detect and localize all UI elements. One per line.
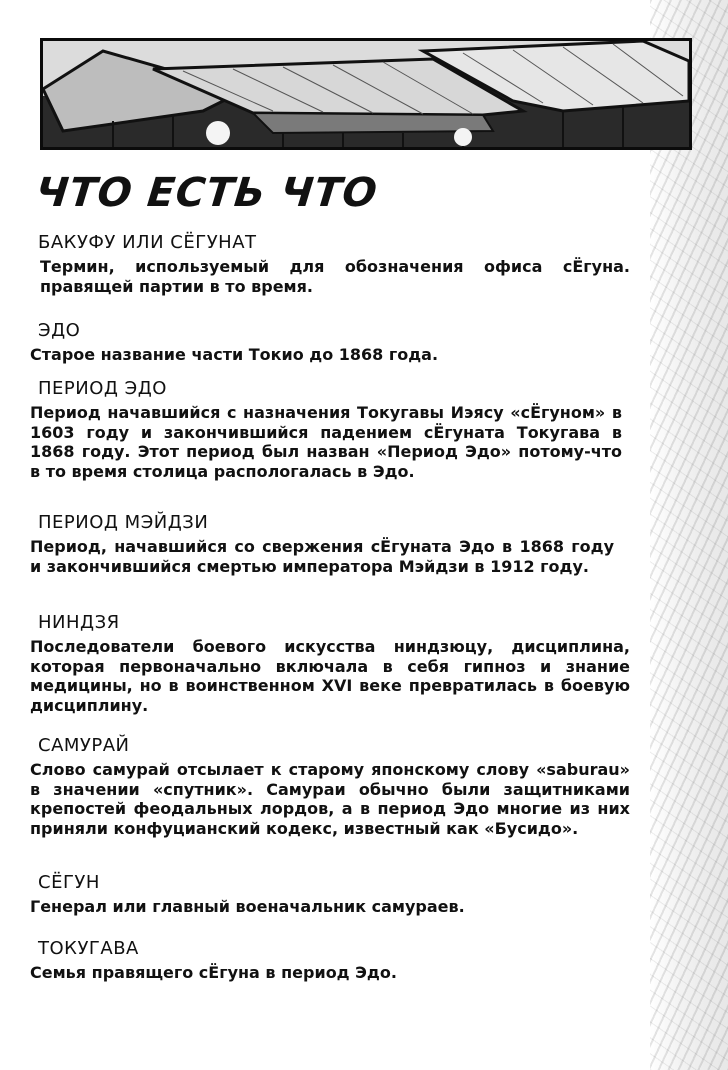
glossary-term: САМУРАЙ — [38, 735, 130, 756]
page-title: ЧТО ЕСТЬ ЧТО — [33, 170, 380, 216]
glossary-definition: Генерал или главный военачальник самураев. — [30, 897, 465, 916]
glossary-definition: Семья правящего сЁгуна в период Эдо. — [30, 963, 397, 982]
glossary-definition: Старое название части Токио до 1868 года. — [30, 345, 439, 364]
glossary-term: БАКУФУ ИЛИ СЁГУНАТ — [38, 232, 257, 253]
glossary-entry-tokugawa — [30, 938, 630, 983]
decorative-side-strip — [650, 0, 728, 1070]
glossary-entry-edo-period — [30, 378, 630, 481]
glossary-entry-samurai — [30, 735, 630, 838]
glossary-definition: Слово самурай отсылает к старому японскому слову «saburau» в значении «спутник». Самураи обычно были защитниками крепостей феодальных лордов, а в период Эдо многие из них приняли конфуцианский кодекс, известный как «Бусидо». — [30, 760, 630, 838]
glossary-definition: Период, начавшийся со свержения сЁгуната Эдо в 1868 году и закончившийся смертью императора Мэйдзи в 1912 году. — [30, 537, 614, 576]
header-illustration — [40, 38, 692, 150]
glossary-definition: Термин, используемый для обозначения офиса сЁгуна. правящей партии в то время. — [40, 257, 630, 296]
glossary-term: НИНДЗЯ — [38, 612, 120, 633]
glossary-term: ЭДО — [38, 320, 81, 341]
glossary-definition: Последователи боевого искусства ниндзюцу, дисциплина, которая первоначально включала в себя гипноз и знание медицины, но в воинственном XVI веке превратилась в боевую дисциплину. — [30, 637, 630, 715]
glossary-term: ТОКУГАВА — [38, 938, 139, 959]
glossary-term: СЁГУН — [38, 872, 100, 893]
glossary-term: ПЕРИОД МЭЙДЗИ — [38, 512, 209, 533]
glossary-entry-meiji-period — [30, 512, 630, 576]
glossary-term: ПЕРИОД ЭДО — [38, 378, 167, 399]
glossary-entry-edo — [30, 320, 630, 365]
glossary-entry-shogun — [30, 872, 630, 917]
glossary-definition: Период начавшийся с назначения Токугавы Иэясу «сЁгуном» в 1603 году и закончившийся падением сЁгуната Токугава в 1868 году. Этот период был назван «Период Эдо» потому-что в то время столица распологалась в Эдо. — [30, 403, 622, 481]
glossary-entry-ninja — [30, 612, 630, 715]
glossary-entry-bakufu — [30, 232, 630, 296]
